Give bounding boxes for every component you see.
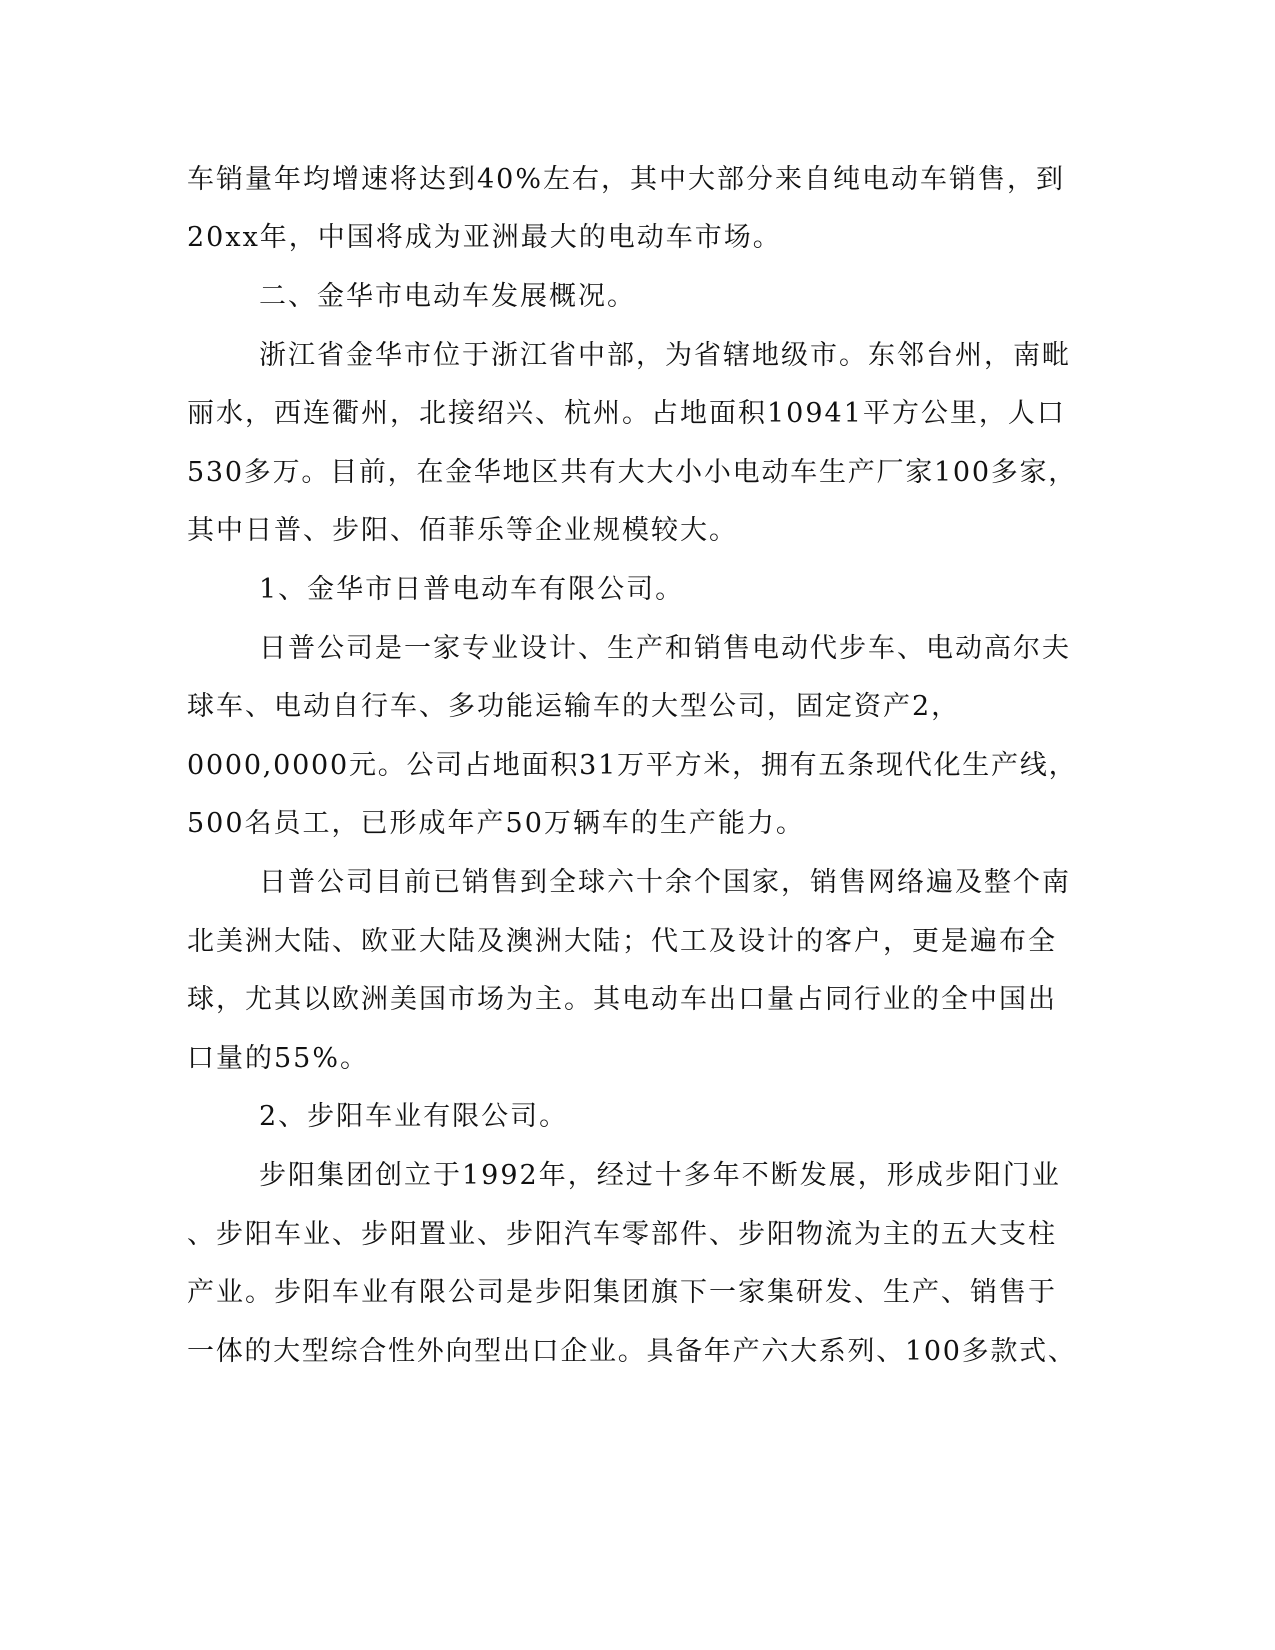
text-line: 日普公司目前已销售到全球六十余个国家，销售网络遍及整个南 [259,867,1071,898]
text-line: 0000,0000元。公司占地面积31万平方米，拥有五条现代化生产线， [187,750,1078,781]
text-line: 日普公司是一家专业设计、生产和销售电动代步车、电动高尔夫 [259,633,1071,664]
text-line: 浙江省金华市位于浙江省中部，为省辖地级市。东邻台州，南毗 [259,340,1071,371]
text-line: 20xx年，中国将成为亚洲最大的电动车市场。 [187,222,782,253]
text-line: 一体的大型综合性外向型出口企业。具备年产六大系列、100多款式、 [187,1336,1077,1367]
section-heading: 二、金华市电动车发展概况。 [259,281,636,312]
text-line: 球，尤其以欧洲美国市场为主。其电动车出口量占同行业的全中国出 [187,984,1057,1015]
subsection-heading: 2、步阳车业有限公司。 [259,1101,569,1132]
text-line: 530多万。目前，在金华地区共有大大小小电动车生产厂家100多家， [187,457,1078,488]
text-line: 、步阳车业、步阳置业、步阳汽车零部件、步阳物流为主的五大支柱 [187,1219,1057,1250]
text-line: 车销量年均增速将达到40%左右，其中大部分来自纯电动车销售，到 [187,164,1066,195]
text-line: 产业。步阳车业有限公司是步阳集团旗下一家集研发、生产、销售于 [187,1277,1057,1308]
text-line: 北美洲大陆、欧亚大陆及澳洲大陆；代工及设计的客户，更是遍布全 [187,926,1057,957]
subsection-heading: 1、金华市日普电动车有限公司。 [259,574,685,605]
text-line: 球车、电动自行车、多功能运输车的大型公司，固定资产2， [187,691,961,722]
text-line: 丽水，西连衢州，北接绍兴、杭州。占地面积10941平方公里，人口 [187,398,1066,429]
text-line: 步阳集团创立于1992年，经过十多年不断发展，形成步阳门业 [259,1160,1061,1191]
text-line: 500名员工，已形成年产50万辆车的生产能力。 [187,808,805,839]
text-line: 其中日普、步阳、佰菲乐等企业规模较大。 [187,515,738,546]
text-line: 口量的55%。 [187,1043,370,1074]
